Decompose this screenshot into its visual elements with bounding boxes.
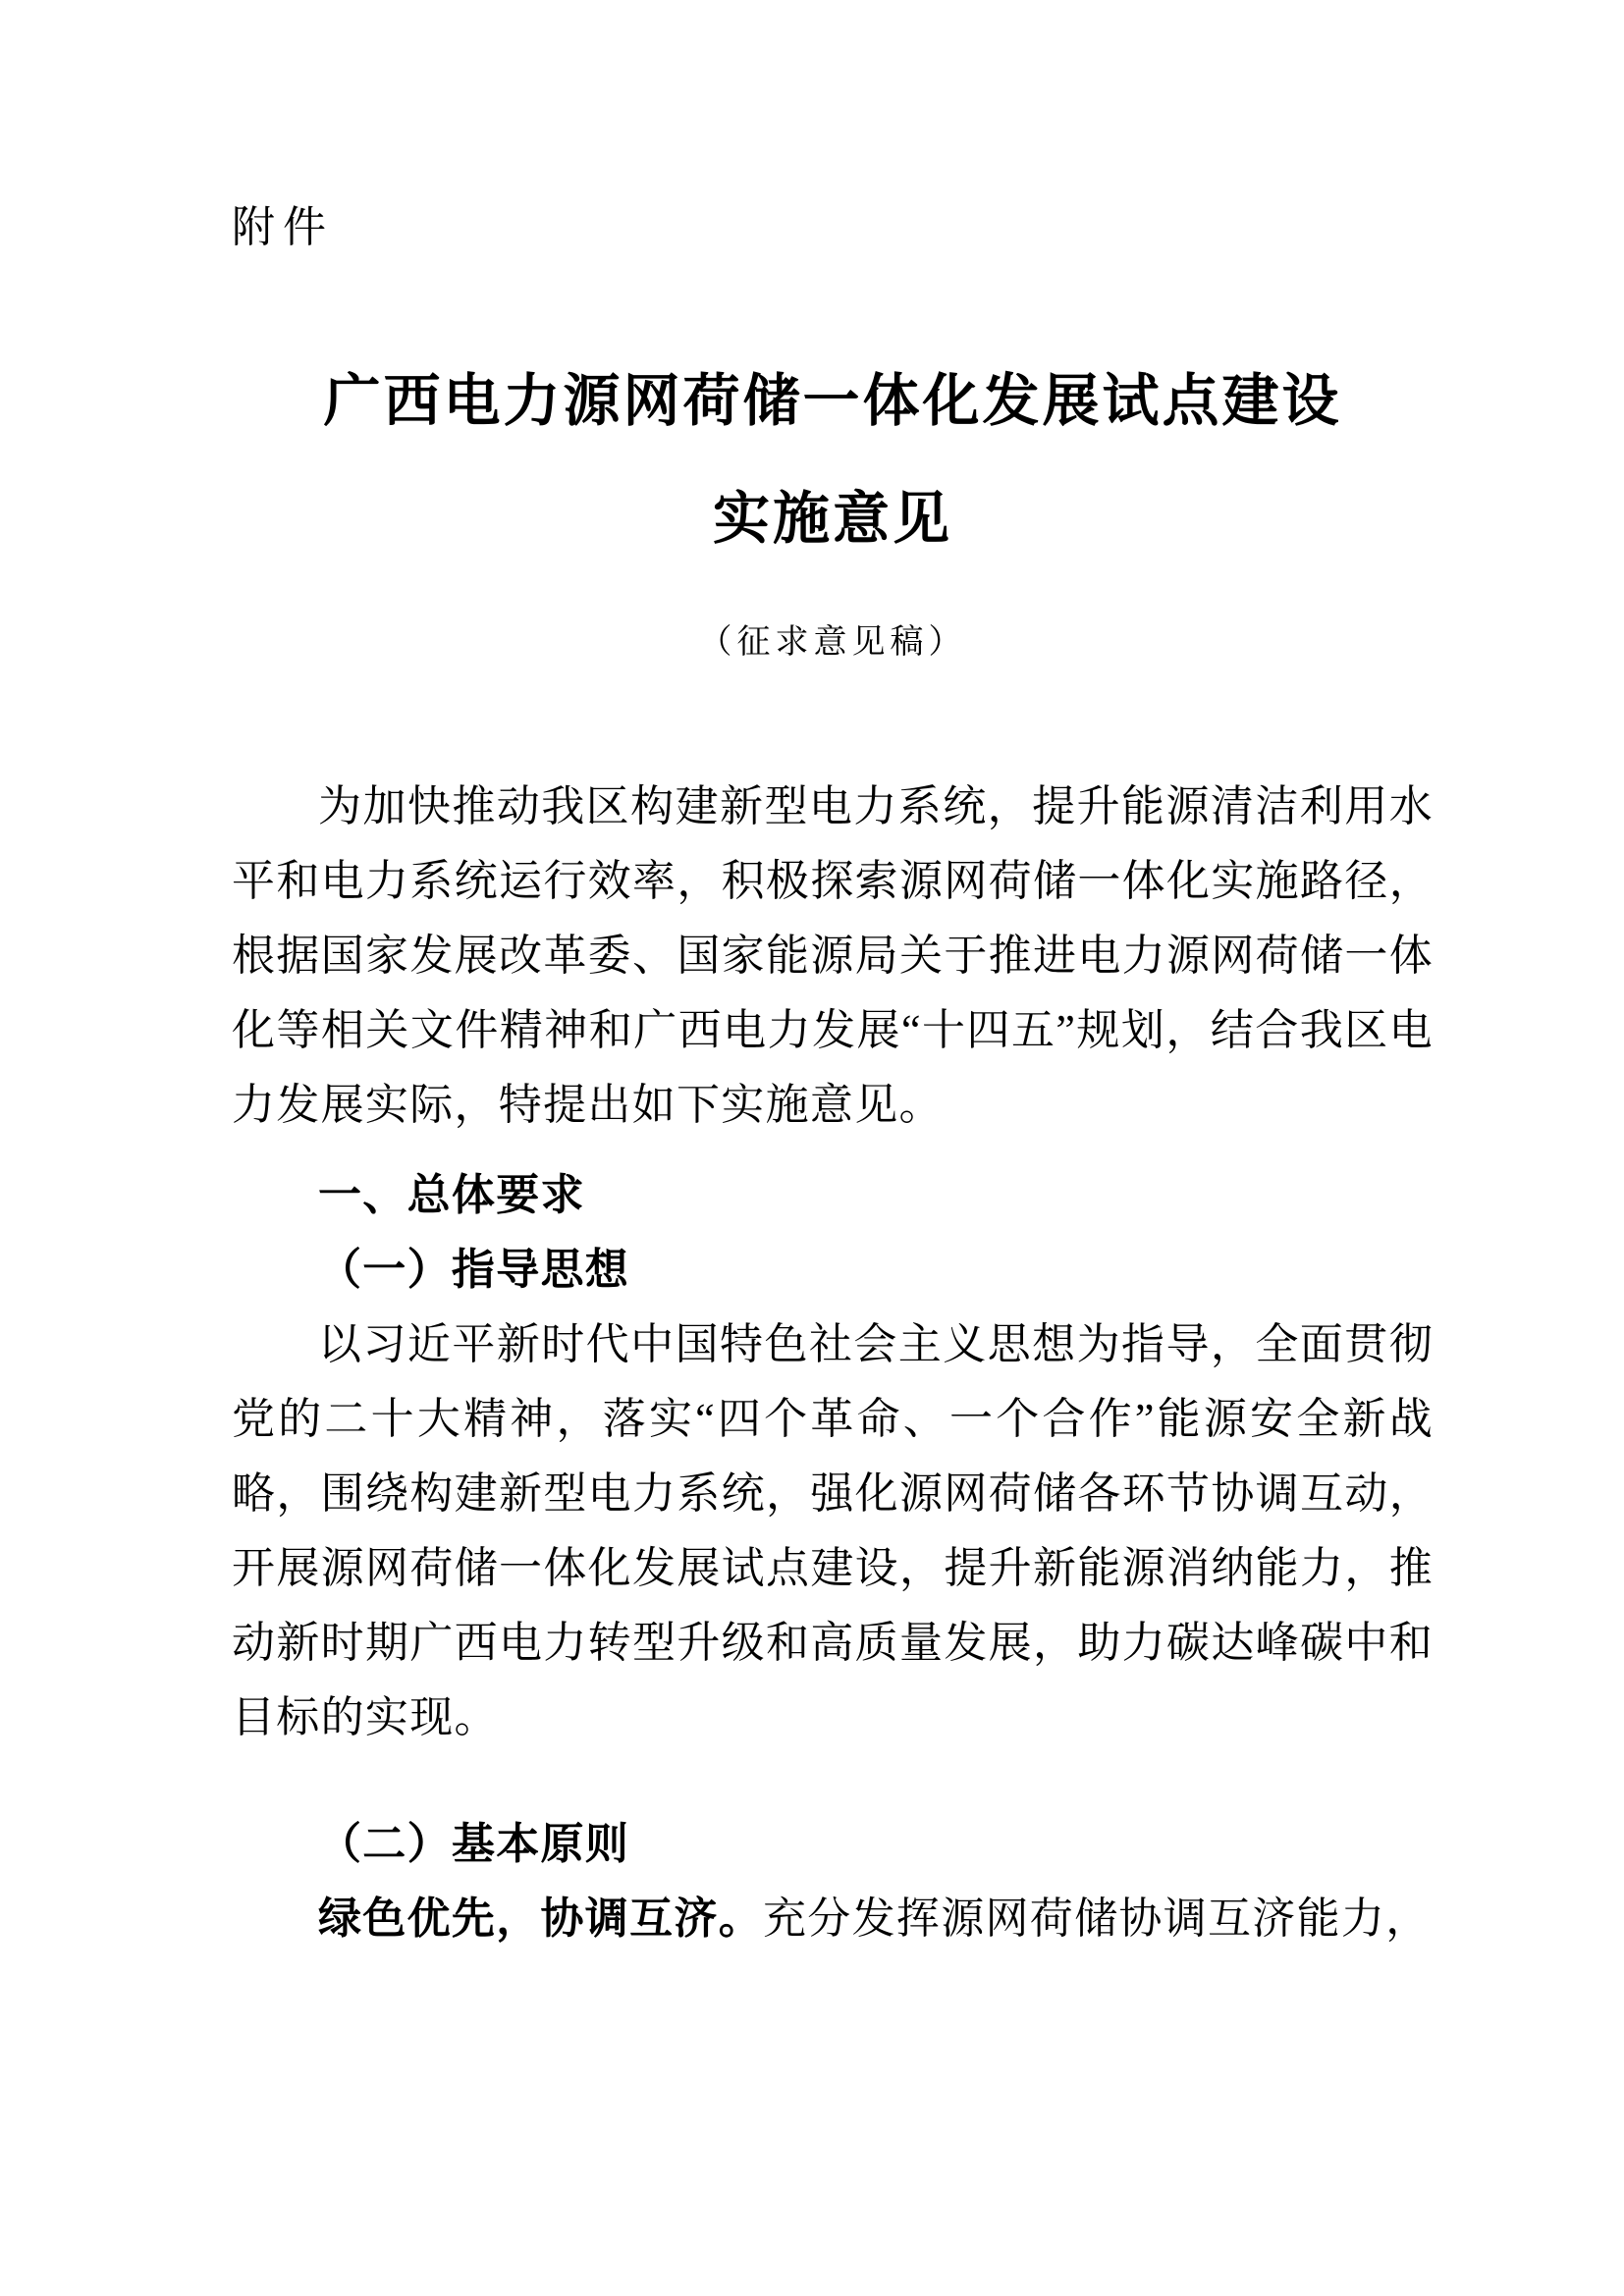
document-content [232,204,1434,1956]
paragraph-basic-principle-green [232,1882,1434,1956]
principle-body-text: 充分发挥源网荷储协调互济能力， [763,1895,1431,1943]
document-title [232,343,1434,578]
document-body [232,770,1434,1956]
paragraph-guiding-ideology: 以习近平新时代中国特色社会主义思想为指导，全面贯彻党的二十大精神，落实“四个革命、一个合作”能源安全新战略，围绕构建新型电力系统，强化源网荷储各环节协调互动，开展源网荷储一体化发展试点建设，提升新能源消纳能力，推动新时期广西电力转型升级和高质量发展，助力碳达峰碳中和目标的实现。 [232,1320,1434,1741]
document-title-line-1: 广西电力源网荷储一体化发展试点建设 [323,369,1342,433]
subsection-heading-guiding-ideology: （一）指导思想 [318,1246,630,1294]
document-subtitle: （征求意见稿） [698,624,967,661]
subsection-heading-basic-principles: （二）基本原则 [318,1820,630,1868]
principle-lead-bold: 绿色优先，协调互济。 [318,1895,763,1943]
intro-paragraph: 为加快推动我区构建新型电力系统，提升能源清洁利用水平和电力系统运行效率，积极探索源网荷储一体化实施路径，根据国家发展改革委、国家能源局关于推进电力源网荷储一体化等相关文件精神和广西电力发展“十四五”规划，结合我区电力发展实际，特提出如下实施意见。 [232,782,1434,1129]
section-heading-overall-requirements: 一、总体要求 [318,1171,585,1219]
attachment-label: 附件 [232,203,334,251]
document-title-line-2: 实施意见 [712,487,952,551]
